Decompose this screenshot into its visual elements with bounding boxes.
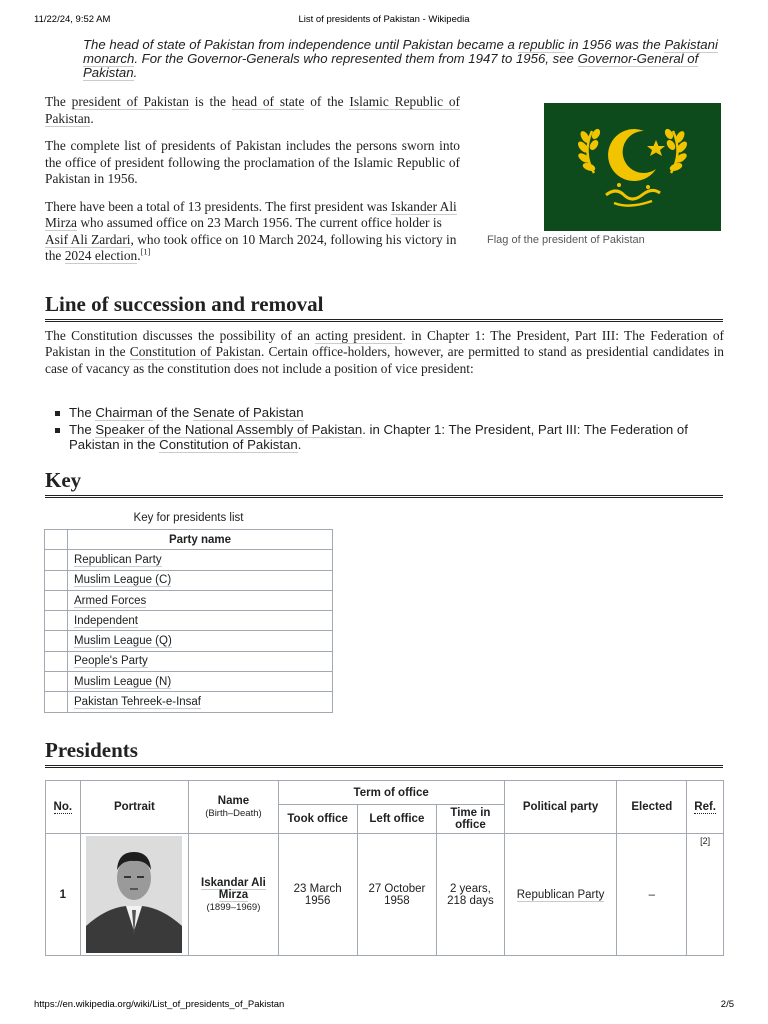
- print-page-number: 2/5: [720, 999, 734, 1010]
- president-lifespan: (1899–1969): [206, 901, 261, 913]
- column-header-no[interactable]: [46, 781, 81, 834]
- party-color-swatch: [45, 651, 68, 671]
- party-link[interactable]: Independent: [74, 614, 138, 627]
- iskander-mirza-link[interactable]: Iskander Ali Mirza: [45, 198, 457, 230]
- president-of-pakistan-link[interactable]: president of Pakistan: [71, 94, 189, 109]
- senate-link[interactable]: Senate of Pakistan: [192, 405, 304, 420]
- table-row: [45, 631, 333, 651]
- speaker-link[interactable]: Speaker of the National Assembly of Pakistan: [95, 422, 363, 437]
- intro-paragraph-1: [45, 94, 460, 127]
- section-heading-key: Key: [45, 468, 723, 498]
- president-number: 1: [46, 834, 81, 956]
- print-page-title: List of presidents of Pakistan - Wikipedia: [298, 14, 470, 25]
- head-of-state-link[interactable]: head of state: [231, 94, 305, 109]
- party-link[interactable]: Pakistan Tehreek-e-Insaf: [74, 696, 201, 709]
- party-name-cell: [68, 631, 333, 651]
- text: The: [69, 422, 96, 437]
- reference-1[interactable]: [1]: [140, 246, 151, 257]
- constitution-link[interactable]: Constitution of Pakistan: [159, 437, 298, 452]
- party-color-swatch: [45, 672, 68, 692]
- column-header-ref[interactable]: [687, 781, 724, 834]
- party-link[interactable]: Muslim League (N): [74, 675, 172, 688]
- party-name-cell: [68, 692, 333, 712]
- party-color-swatch: [45, 570, 68, 590]
- text: is the: [188, 94, 232, 109]
- table-row: [45, 651, 333, 671]
- text: There have been a total of 13 presidents. The first president was: [45, 198, 391, 214]
- party-color-swatch: [45, 550, 68, 570]
- text: who assumed office on 23 March 1956. The current office holder is: [76, 215, 442, 230]
- pakistani-monarch-link[interactable]: Pakistani monarch: [83, 37, 718, 66]
- took-office-cell: 23 March 1956: [278, 834, 357, 956]
- column-header-time-in-office: Time in office: [437, 805, 505, 834]
- column-header-took-office: Took office: [278, 805, 357, 834]
- column-header-party: Political party: [504, 781, 617, 834]
- asif-zardari-link[interactable]: Asif Ali Zardari: [45, 231, 131, 247]
- hatnote-text: . For the Governor-Generals who represented them from 1947 to 1956, see: [134, 51, 578, 66]
- column-header-name: [189, 781, 278, 834]
- party-name-header: Party name: [68, 530, 333, 550]
- print-datetime: 11/22/24, 9:52 AM: [34, 14, 111, 25]
- party-color-swatch: [45, 590, 68, 610]
- succession-paragraph: [45, 328, 724, 377]
- party-link[interactable]: Republican Party: [74, 553, 162, 566]
- portrait-cell: [80, 834, 189, 956]
- presidents-table: [45, 780, 724, 956]
- party-link[interactable]: Republican Party: [516, 888, 605, 901]
- section-heading-succession: Line of succession and removal: [45, 292, 723, 322]
- party-link[interactable]: Muslim League (Q): [74, 635, 172, 648]
- text: Ref.: [694, 801, 717, 813]
- text: . in Chapter 1: The President, Part III: The Federation of Pakistan in the: [69, 422, 688, 452]
- left-office-cell: 27 October 1958: [357, 834, 436, 956]
- elected-cell: –: [617, 834, 687, 956]
- table-row: [45, 672, 333, 692]
- text: of the: [304, 94, 350, 109]
- text: .: [297, 437, 302, 452]
- table-row: [45, 692, 333, 712]
- text: , who took office on 10 March 2024, following his victory in the: [45, 231, 457, 263]
- president-portrait-image[interactable]: [86, 836, 182, 953]
- hatnote-text: .: [133, 65, 138, 80]
- text: No.: [53, 801, 73, 813]
- party-link[interactable]: Muslim League (C): [74, 574, 172, 587]
- intro-paragraph-2: The complete list of presidents of Pakistan includes the persons sworn into the office of president following the proclamation of the Islamic Republic of Pakistan in 1956.: [45, 138, 460, 186]
- presidential-flag-image[interactable]: [544, 103, 721, 231]
- print-footer: [34, 999, 734, 1010]
- key-table-caption: Key for presidents list: [133, 512, 244, 524]
- text: The: [69, 405, 96, 420]
- key-table-body: [45, 550, 333, 712]
- governor-general-link[interactable]: Governor-General of Pakistan: [83, 51, 699, 80]
- party-color-swatch: [45, 611, 68, 631]
- flag-caption: Flag of the president of Pakistan: [487, 234, 645, 246]
- key-table: [44, 529, 333, 713]
- table-row: [45, 570, 333, 590]
- text: (Birth–Death): [205, 808, 262, 819]
- column-header-term: Term of office: [278, 781, 504, 805]
- party-link[interactable]: People's Party: [74, 655, 148, 668]
- infobox-flag: [484, 99, 724, 249]
- acting-president-link[interactable]: acting president: [315, 328, 403, 343]
- text: Name: [217, 795, 250, 807]
- print-url: https://en.wikipedia.org/wiki/List_of_presidents_of_Pakistan: [34, 999, 285, 1010]
- succession-list: [55, 405, 725, 454]
- intro-paragraph-3: [45, 199, 460, 265]
- swatch-header: [45, 530, 68, 550]
- column-header-elected: Elected: [617, 781, 687, 834]
- chairman-link[interactable]: Chairman: [95, 405, 153, 420]
- party-name-cell: [68, 611, 333, 631]
- table-row: [45, 611, 333, 631]
- table-row: [45, 590, 333, 610]
- column-header-left-office: Left office: [357, 805, 436, 834]
- hatnote: [83, 38, 733, 80]
- table-header-row: [46, 781, 724, 805]
- president-name-cell: [189, 834, 278, 956]
- election-2024-link[interactable]: 2024 election: [64, 248, 138, 263]
- text: . in Chapter 1: The President, Part III: The Federation of Pakistan in the: [45, 328, 724, 360]
- text: The Constitution discusses the possibility of an: [45, 328, 316, 343]
- list-item: [55, 405, 725, 420]
- party-link[interactable]: Armed Forces: [74, 594, 147, 607]
- intro-section: [45, 94, 460, 276]
- list-item: [55, 422, 725, 452]
- hatnote-text: The head of state of Pakistan from independence until Pakistan became a: [83, 37, 519, 52]
- constitution-link[interactable]: Constitution of Pakistan: [129, 344, 261, 360]
- party-name-cell: [68, 570, 333, 590]
- text: .: [137, 248, 141, 263]
- portrait-photo-icon: [86, 836, 182, 953]
- reference-2[interactable]: [2]: [700, 836, 711, 846]
- text: of the: [152, 405, 193, 420]
- party-color-swatch: [45, 692, 68, 712]
- table-row: [46, 834, 724, 956]
- party-name-cell: [68, 590, 333, 610]
- hatnote-text: in 1956 was the: [564, 37, 665, 52]
- ref-cell: [687, 834, 724, 956]
- president-name-link[interactable]: Iskandar Ali Mirza: [201, 876, 266, 901]
- column-header-portrait: Portrait: [80, 781, 189, 834]
- section-heading-presidents: Presidents: [45, 738, 723, 768]
- party-color-swatch: [45, 631, 68, 651]
- party-name-cell: [68, 550, 333, 570]
- party-name-cell: [68, 651, 333, 671]
- flag-emblem-icon: [544, 103, 721, 231]
- party-name-cell: [68, 672, 333, 692]
- text: .: [90, 110, 94, 126]
- republic-link[interactable]: republic: [518, 37, 565, 52]
- time-in-office-cell: 2 years, 218 days: [437, 834, 505, 956]
- table-row: [45, 550, 333, 570]
- text: The: [45, 94, 72, 109]
- party-cell: [504, 834, 617, 956]
- islamic-republic-link[interactable]: Islamic Republic of Pakistan: [45, 94, 461, 126]
- table-header-row: [45, 530, 333, 550]
- text: . Certain office-holders, however, are permitted to stand as presidential candidates in case of vacancy as the constitution does not include a position of vice president:: [45, 344, 724, 376]
